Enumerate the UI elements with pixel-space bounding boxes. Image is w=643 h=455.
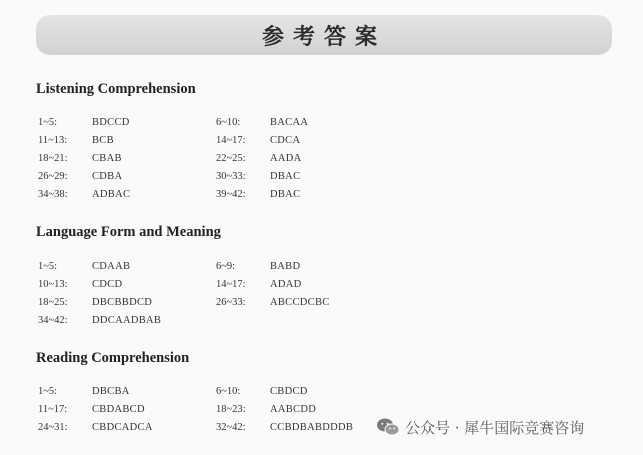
- question-range: 32~42:: [216, 422, 246, 433]
- answer-key: CDAAB: [92, 261, 131, 272]
- answer-key: ADBAC: [92, 189, 131, 200]
- answer-key: BABD: [270, 261, 301, 272]
- question-range: 1~5:: [38, 117, 58, 128]
- question-range: 26~33:: [216, 297, 246, 308]
- page-title: 参考答案: [261, 24, 386, 50]
- question-range: 30~33:: [216, 171, 246, 182]
- question-range: 11~17:: [38, 404, 68, 415]
- question-range: 11~13:: [38, 135, 68, 146]
- question-range: 1~5:: [38, 261, 58, 272]
- answer-key: CCBDBABDDDB: [270, 422, 354, 433]
- question-range: 6~9:: [216, 261, 236, 272]
- question-range: 34~38:: [38, 189, 68, 200]
- question-range: 34~42:: [38, 315, 68, 326]
- section-title-reading: Reading Comprehension: [36, 350, 190, 366]
- answer-key: BCB: [92, 135, 114, 146]
- answer-key: AADA: [270, 153, 302, 164]
- watermark-text: 公众号 · 犀牛国际竞赛咨询: [405, 418, 585, 437]
- answer-key: DBCBA: [92, 386, 130, 397]
- answer-key: AABCDD: [270, 404, 317, 415]
- question-range: 18~25:: [38, 297, 68, 308]
- answer-key: ABCCDCBC: [270, 297, 330, 308]
- answer-key: DBAC: [270, 189, 301, 200]
- answer-key: ADAD: [270, 279, 302, 290]
- answer-key: DBCBBDCD: [92, 297, 153, 308]
- answer-key: CBDCD: [270, 386, 308, 397]
- answer-key: CBDCADCA: [92, 422, 153, 433]
- question-range: 14~17:: [216, 135, 246, 146]
- question-range: 39~42:: [216, 189, 246, 200]
- answer-key: CDCD: [92, 279, 123, 290]
- question-range: 26~29:: [38, 171, 68, 182]
- question-range: 22~25:: [216, 153, 246, 164]
- answer-key: DBAC: [270, 171, 301, 182]
- wechat-icon: [376, 417, 400, 437]
- watermark: [376, 416, 584, 438]
- question-range: 6~10:: [216, 117, 241, 128]
- question-range: 6~10:: [216, 386, 241, 397]
- answer-key: BACAA: [270, 117, 309, 128]
- question-range: 24~31:: [38, 422, 68, 433]
- section-title-language: Language Form and Meaning: [36, 224, 221, 240]
- answer-key: DDCAADBAB: [92, 315, 162, 326]
- answer-key: CDCA: [270, 135, 301, 146]
- question-range: 14~17:: [216, 279, 246, 290]
- section-title-listening: Listening Comprehension: [36, 81, 196, 97]
- question-range: 18~21:: [38, 153, 68, 164]
- question-range: 1~5:: [38, 386, 58, 397]
- answer-key: CBAB: [92, 153, 122, 164]
- question-range: 18~23:: [216, 404, 246, 415]
- answer-key: CBDABCD: [92, 404, 145, 415]
- title-banner: [36, 15, 612, 55]
- answer-key: CDBA: [92, 171, 123, 182]
- question-range: 10~13:: [38, 279, 68, 290]
- answer-key: BDCCD: [92, 117, 130, 128]
